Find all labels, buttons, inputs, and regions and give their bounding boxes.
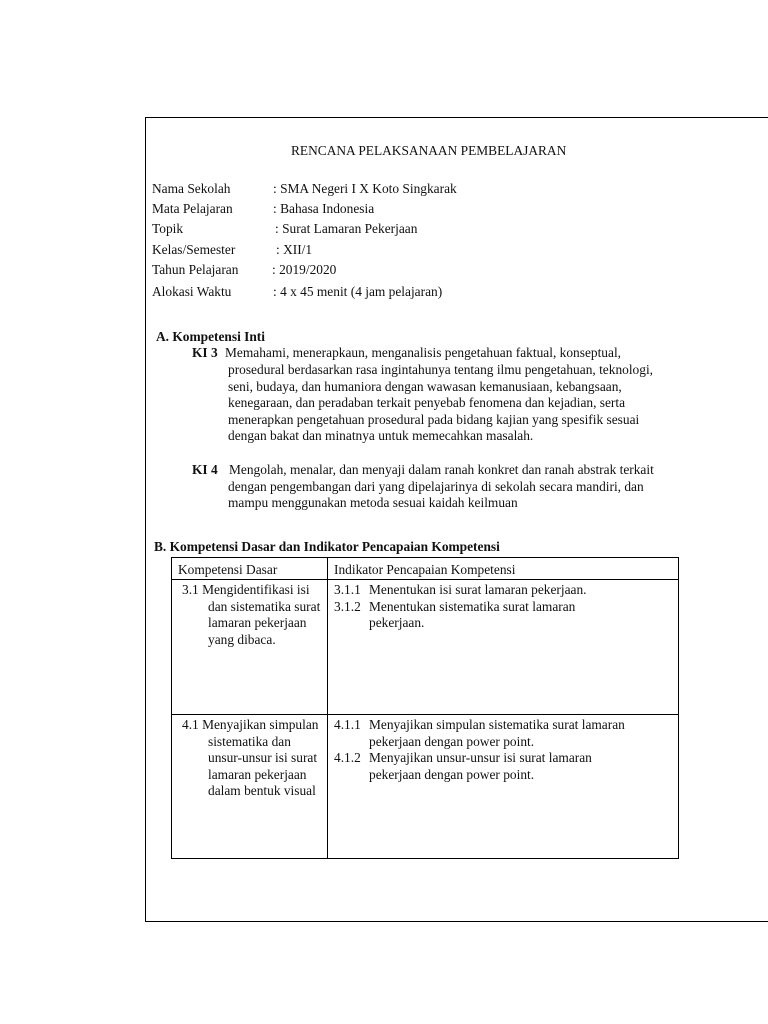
ki3-label: KI 3 [192,345,218,360]
indicator-text: Menentukan isi surat lamaran pekerjaan. [369,582,587,597]
ki4-line-2: dengan pengembangan dari yang dipelajarinya di sekolah secara mandiri, dan [228,479,644,494]
ki4-line-3: mampu menggunakan metoda sesuai kaidah keilmuan [228,495,518,510]
identity-value-school: : SMA Negeri I X Koto Singkarak [273,181,457,196]
indicator-text: Menyajikan unsur-unsur isi surat lamaran [369,750,592,766]
ki3-line-4: kenegaraan, dan peradaban terkait penyebab fenomena dan kejadian, serta [228,395,626,410]
table-row [172,580,679,715]
ki3-line-1: Memahami, menerapkaun, menganalisis pengetahuan faktual, konseptual, [225,345,622,360]
kd-cell [172,715,328,859]
identity-label-class: Kelas/Semester [152,242,236,257]
ki3-line-5: menerapkan pengetahuan prosedural pada bidang kajian yang spesifik sesuai [228,412,640,427]
indicator-text-continued: pekerjaan dengan power point. [369,766,535,782]
ki3-line-3: seni, budaya, dan humaniora dengan wawasan kemanusiaan, kebangsaan, [228,379,622,394]
indicator-text: Menentukan sistematika surat lamaran [369,598,576,614]
kd-text: 3.1 Mengidentifikasi isi dan sistematika surat lamaran pekerjaan yang dibaca. [182,582,321,647]
indicator-number: 4.1.1 [334,717,361,732]
ki4-line-1: Mengolah, menalar, dan menyaji dalam ranah konkret dan ranah abstrak terkait [229,462,654,477]
document-title: RENCANA PELAKSANAAN PEMBELAJARAN [291,143,567,158]
identity-label-school: Nama Sekolah [152,181,231,196]
kd-cell [172,580,328,715]
indicator-cell [328,580,679,715]
identity-label-year: Tahun Pelajaran [152,262,239,277]
identity-label-time: Alokasi Waktu [152,284,232,299]
identity-label-topic: Topik [152,221,184,236]
ki4-label: KI 4 [192,462,218,477]
table-header-row [172,558,679,580]
indicator-text-continued: pekerjaan. [369,615,425,631]
identity-value-time: : 4 x 45 menit (4 jam pelajaran) [273,284,443,299]
identity-value-topic: : Surat Lamaran Pekerjaan [275,221,418,236]
header-kompetensi-dasar: Kompetensi Dasar [172,558,328,580]
indicator-text-continued: pekerjaan dengan power point. [369,733,535,749]
identity-value-subject: : Bahasa Indonesia [273,201,375,216]
section-b-heading: B. Kompetensi Dasar dan Indikator Pencapaian Kompetensi [154,539,500,554]
indicator-cell [328,715,679,859]
ki3-line-6: dengan bakat dan minatnya untuk memecahkan masalah. [228,428,534,443]
table-row [172,715,679,859]
indicator-number: 3.1.1 [334,582,361,597]
identity-value-year: : 2019/2020 [272,262,337,277]
kd-text: 4.1 Menyajikan simpulan sistematika dan unsur-unsur isi surat lamaran pekerjaan dalam bentuk visual [182,717,319,799]
indicator-number: 3.1.2 [334,598,361,614]
competency-table [171,557,679,859]
header-indikator: Indikator Pencapaian Kompetensi [328,558,679,580]
identity-value-class: : XII/1 [276,242,313,257]
ki3-line-2: prosedural berdasarkan rasa ingintahunya tentang ilmu pengetahuan, teknologi, [228,362,654,377]
indicator-number: 4.1.2 [334,750,361,766]
indicator-text: Menyajikan simpulan sistematika surat lamaran [369,717,625,732]
section-a-heading: A. Kompetensi Inti [156,329,265,344]
identity-label-subject: Mata Pelajaran [152,201,233,216]
